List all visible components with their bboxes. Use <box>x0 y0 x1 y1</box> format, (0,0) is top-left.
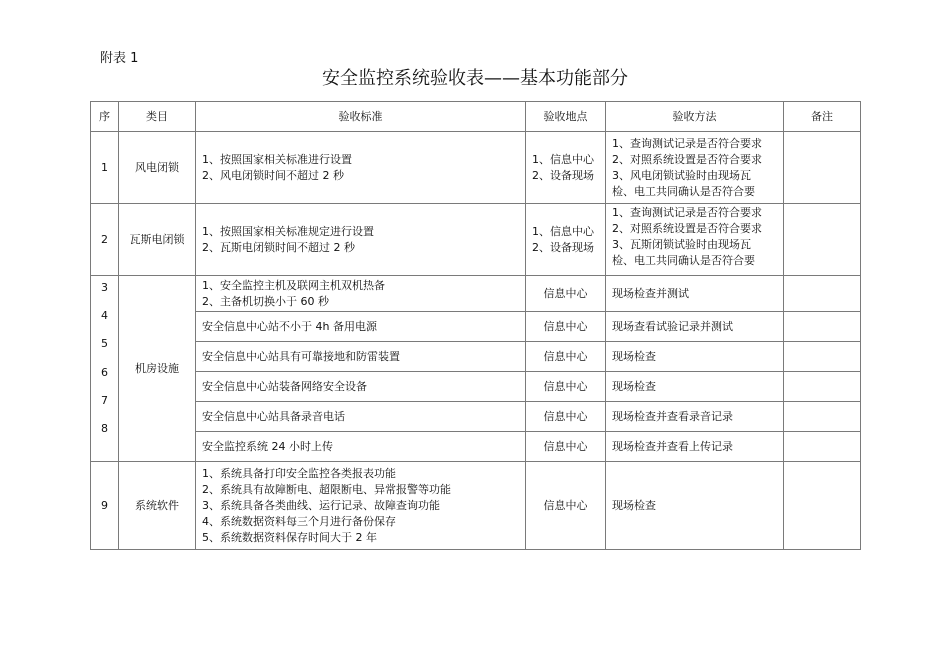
row-remark <box>784 204 861 276</box>
row-place: 信息中心 <box>526 276 606 312</box>
row-method: 现场检查 <box>606 372 784 402</box>
row-remark <box>784 132 861 204</box>
table-row <box>91 312 861 342</box>
row-place: 信息中心 <box>526 402 606 432</box>
row-place <box>526 132 606 204</box>
row-category: 风电闭锁 <box>119 132 196 204</box>
row-category: 系统软件 <box>119 462 196 550</box>
row-method: 现场查看试验记录并测试 <box>606 312 784 342</box>
row-category: 瓦斯电闭锁 <box>119 204 196 276</box>
row-method: 现场检查并测试 <box>606 276 784 312</box>
place-line: 2、设备现场 <box>532 168 594 182</box>
row-remark <box>784 462 861 550</box>
row-number: 5 <box>101 337 108 351</box>
standard-line: 2、风电闭锁时间不超过 2 秒 <box>202 168 344 182</box>
row-number: 3 <box>101 281 108 294</box>
table-row <box>91 132 861 204</box>
row-standard: 安全信息中心站具备录音电话 <box>196 402 526 432</box>
row-place: 信息中心 <box>526 462 606 550</box>
row-standard: 安全信息中心站具有可靠接地和防雷装置 <box>196 342 526 372</box>
method-line: 检、电工共同确认是否符合要 <box>612 185 755 198</box>
standard-line: 2、主备机切换小于 60 秒 <box>202 294 329 308</box>
page-title: 安全监控系统验收表——基本功能部分 <box>322 68 628 89</box>
row-remark <box>784 342 861 372</box>
row-place: 信息中心 <box>526 372 606 402</box>
header-num: 序 <box>91 102 119 132</box>
table-row <box>91 432 861 462</box>
table-row <box>91 462 861 550</box>
row-method: 现场检查并查看上传记录 <box>606 432 784 462</box>
row-standard: 安全监控系统 24 小时上传 <box>196 432 526 462</box>
row-place: 信息中心 <box>526 342 606 372</box>
row-method <box>606 204 784 276</box>
row-number: 2 <box>91 204 119 276</box>
row-number: 7 <box>101 393 108 407</box>
method-line: 1、查询测试记录是否符合要求 <box>612 206 762 219</box>
place-line: 1、信息中心 <box>532 152 594 166</box>
row-method: 现场检查并查看录音记录 <box>606 402 784 432</box>
standard-line: 5、系统数据资料保存时间大于 2 年 <box>202 530 377 544</box>
header-standard: 验收标准 <box>196 102 526 132</box>
row-method: 现场检查 <box>606 342 784 372</box>
row-standard <box>196 204 526 276</box>
row-standard: 安全信息中心站装备网络安全设备 <box>196 372 526 402</box>
row-place: 信息中心 <box>526 432 606 462</box>
row-remark <box>784 276 861 312</box>
table-row <box>91 402 861 432</box>
table-row <box>91 342 861 372</box>
standard-line: 1、安全监控主机及联网主机双机热备 <box>202 278 385 292</box>
standard-line: 3、系统具备各类曲线、运行记录、故障查询功能 <box>202 498 440 512</box>
method-line: 3、瓦斯闭锁试验时由现场瓦 <box>612 238 751 251</box>
row-number: 8 <box>101 421 108 435</box>
standard-line: 1、按照国家相关标准规定进行设置 <box>202 224 374 238</box>
row-standard <box>196 276 526 312</box>
row-method: 现场检查 <box>606 462 784 550</box>
place-line: 1、信息中心 <box>532 224 594 238</box>
table-header-row <box>91 102 861 132</box>
header-category: 类目 <box>119 102 196 132</box>
method-line: 2、对照系统设置是否符合要求 <box>612 222 762 235</box>
standard-line: 4、系统数据资料每三个月进行备份保存 <box>202 514 396 528</box>
row-remark <box>784 432 861 462</box>
row-place <box>526 204 606 276</box>
row-category: 机房设施 <box>119 276 196 462</box>
method-line: 检、电工共同确认是否符合要 <box>612 254 755 267</box>
header-remark: 备注 <box>784 102 861 132</box>
method-line: 1、查询测试记录是否符合要求 <box>612 137 762 150</box>
table-row <box>91 372 861 402</box>
row-place: 信息中心 <box>526 312 606 342</box>
method-line: 2、对照系统设置是否符合要求 <box>612 153 762 166</box>
table-row <box>91 276 861 312</box>
row-remark <box>784 402 861 432</box>
acceptance-table <box>90 101 861 550</box>
table-row <box>91 204 861 276</box>
row-number: 1 <box>91 132 119 204</box>
method-line: 3、风电闭锁试验时由现场瓦 <box>612 169 751 182</box>
standard-line: 1、按照国家相关标准进行设置 <box>202 152 352 166</box>
appendix-label: 附表 1 <box>100 51 139 66</box>
standard-line: 2、瓦斯电闭锁时间不超过 2 秒 <box>202 240 355 254</box>
row-number-group <box>91 276 119 462</box>
row-standard: 安全信息中心站不小于 4h 备用电源 <box>196 312 526 342</box>
standard-line: 1、系统具备打印安全监控各类报表功能 <box>202 466 396 480</box>
row-standard <box>196 132 526 204</box>
row-method <box>606 132 784 204</box>
row-number: 6 <box>101 365 108 379</box>
header-place: 验收地点 <box>526 102 606 132</box>
row-remark <box>784 372 861 402</box>
row-number: 9 <box>91 462 119 550</box>
row-number: 4 <box>101 309 108 323</box>
row-remark <box>784 312 861 342</box>
standard-line: 2、系统具有故障断电、超限断电、异常报警等功能 <box>202 482 451 496</box>
header-method: 验收方法 <box>606 102 784 132</box>
place-line: 2、设备现场 <box>532 240 594 254</box>
row-standard <box>196 462 526 550</box>
